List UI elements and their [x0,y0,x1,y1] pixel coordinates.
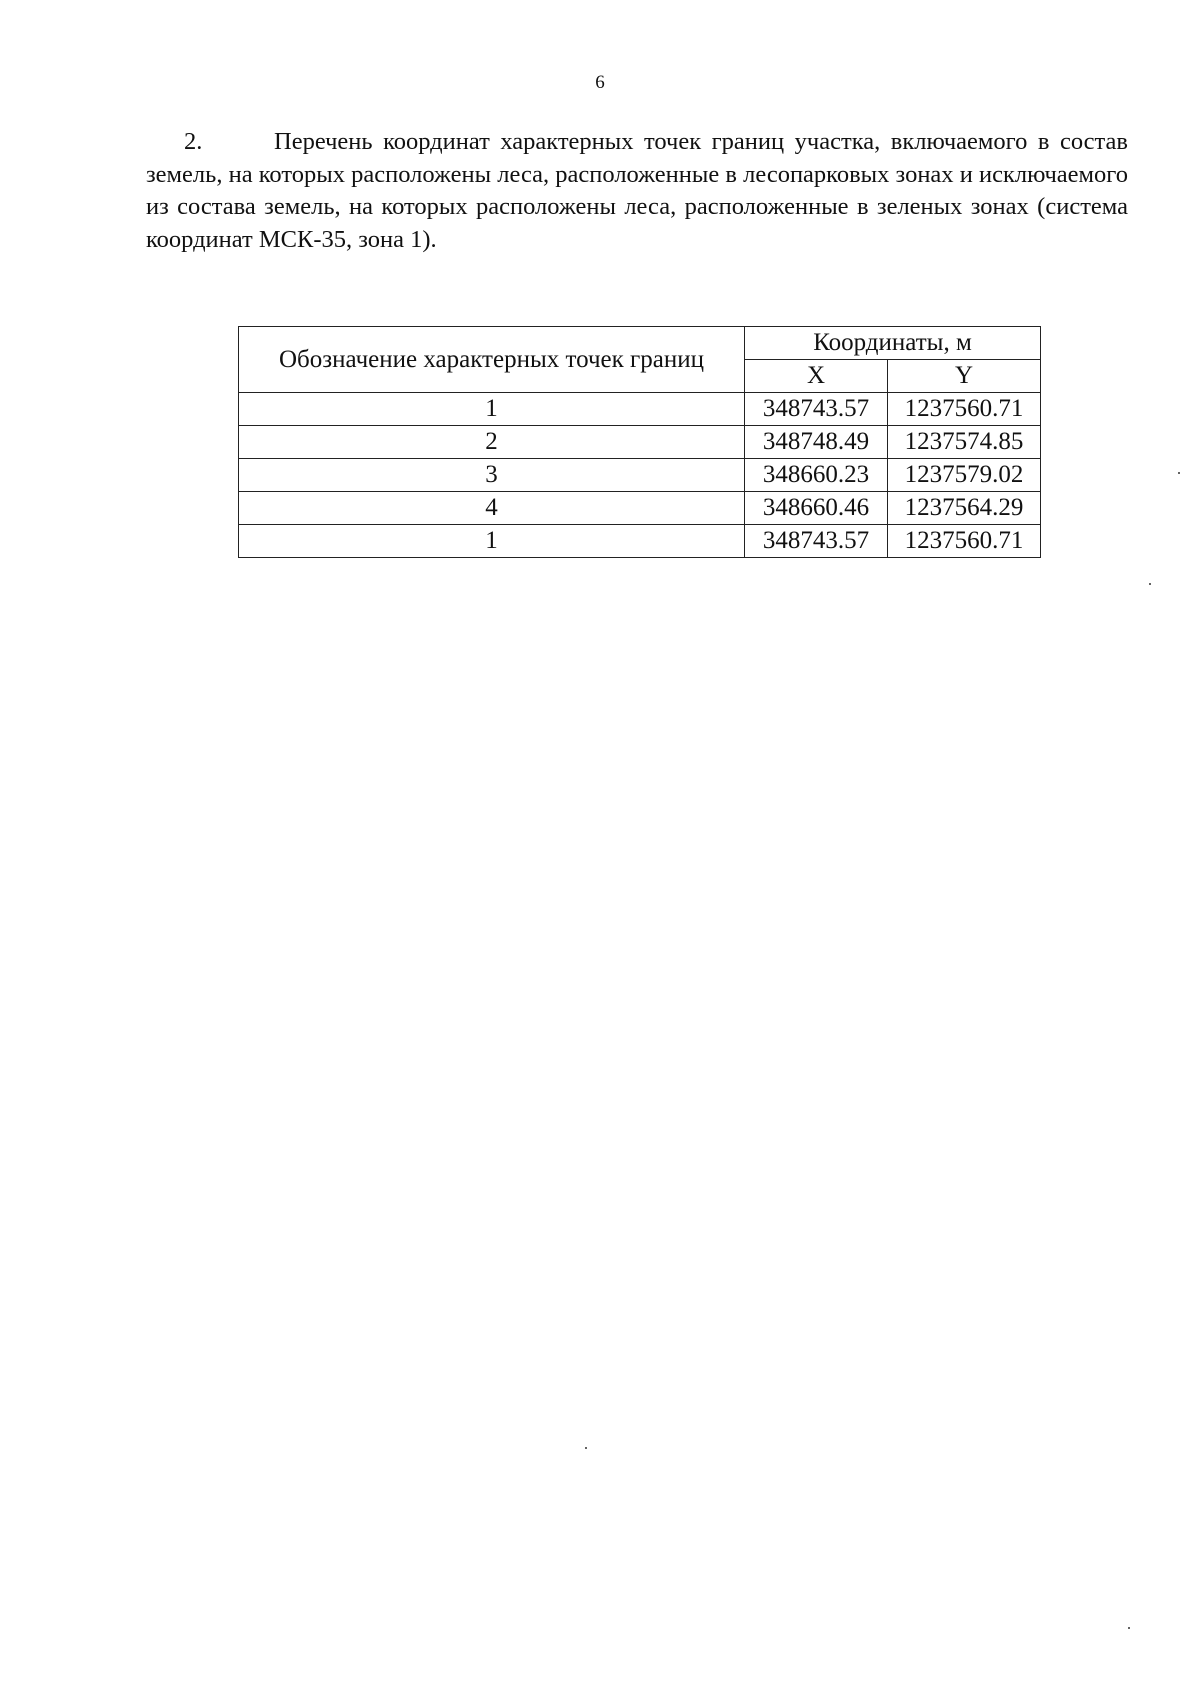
cell-point: 2 [239,426,745,459]
cell-x: 348743.57 [745,525,888,558]
cell-y: 1237579.02 [888,459,1041,492]
cell-x: 348660.46 [745,492,888,525]
scan-speck [1149,583,1151,585]
scan-speck [1128,1627,1130,1629]
cell-point: 1 [239,393,745,426]
cell-x: 348743.57 [745,393,888,426]
cell-y: 1237564.29 [888,492,1041,525]
scan-speck [1178,472,1180,474]
header-coordinates: Координаты, м [745,327,1041,360]
section-paragraph [146,126,1128,256]
scan-speck [585,1447,587,1449]
header-points: Обозначение характерных точек границ [239,327,745,393]
table-row [239,492,1041,525]
cell-y: 1237574.85 [888,426,1041,459]
cell-point: 1 [239,525,745,558]
cell-point: 4 [239,492,745,525]
section-text: Перечень координат характерных точек границ участка, включаемого в состав земель, на которых расположены леса, расположенные в лесопарковых зонах и исключаемого из состава земель, на которых расположены леса, расположенные в зеленых зонах (система координат МСК-35, зона 1). [146,128,1128,253]
cell-point: 3 [239,459,745,492]
table-row [239,426,1041,459]
cell-y: 1237560.71 [888,393,1041,426]
table-row [239,459,1041,492]
header-y: Y [888,360,1041,393]
table-header-row [239,327,1041,360]
section-number: 2. [184,128,203,155]
coordinates-table [238,326,1041,558]
cell-x: 348748.49 [745,426,888,459]
cell-x: 348660.23 [745,459,888,492]
header-x: X [745,360,888,393]
table-row [239,525,1041,558]
table-row [239,393,1041,426]
page-number: 6 [595,72,605,93]
cell-y: 1237560.71 [888,525,1041,558]
